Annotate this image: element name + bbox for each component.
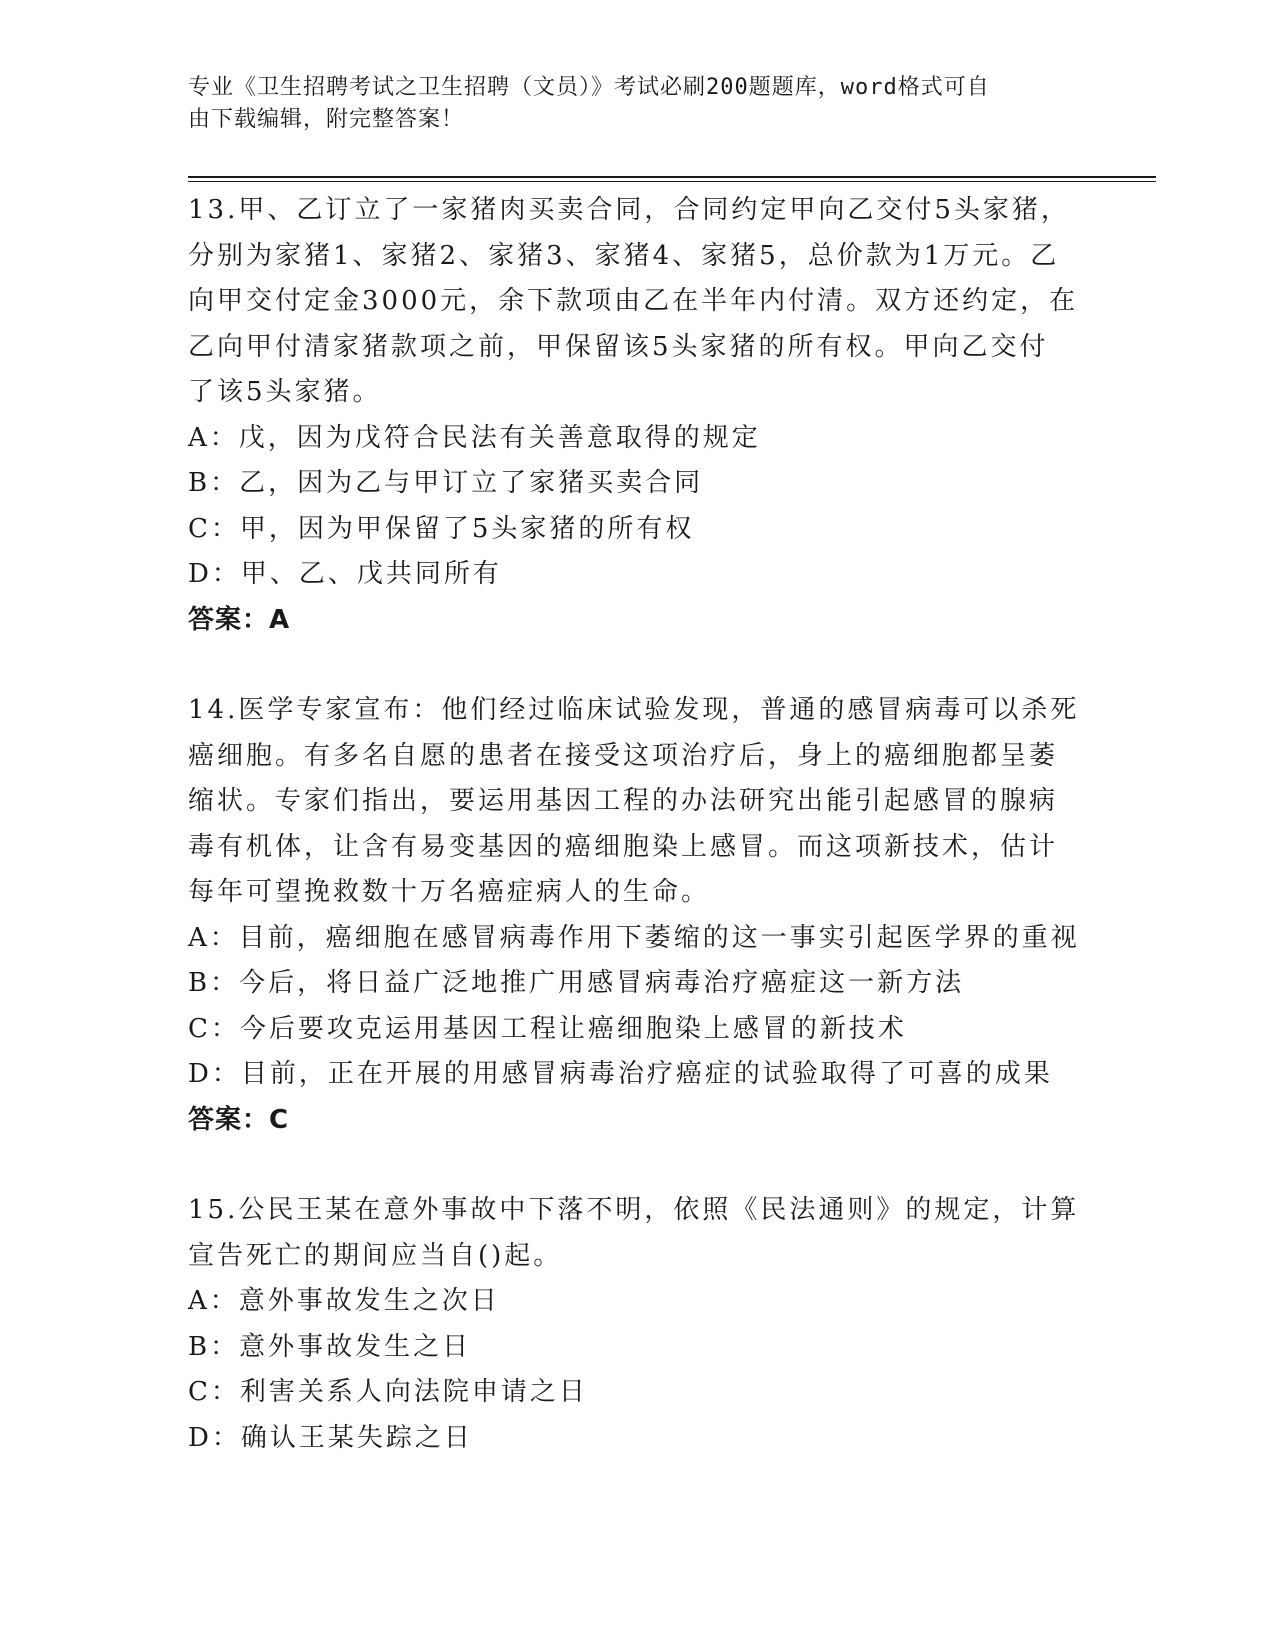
header-line-1: 专业《卫生招聘考试之卫生招聘（文员）》考试必刷200题题库，word格式可自 xyxy=(188,75,990,100)
option-a: A：戊，因为戊符合民法有关善意取得的规定 xyxy=(188,422,761,453)
option-b: B：乙，因为乙与甲订立了家猪买卖合同 xyxy=(188,468,704,498)
question-text-line: 了该5头家猪。 xyxy=(188,377,382,407)
option-d: D：目前，正在开展的用感冒病毒治疗癌症的试验取得了可喜的成果 xyxy=(188,1059,1053,1089)
option-b: B：意外事故发生之日 xyxy=(188,1331,472,1362)
question-15 xyxy=(188,1188,1088,1461)
option-c: C：利害关系人向法院申请之日 xyxy=(188,1377,588,1407)
option-b: B：今后，将日益广泛地推广用感冒病毒治疗癌症这一新方法 xyxy=(188,968,965,998)
option-c: C：甲，因为甲保留了5头家猪的所有权 xyxy=(188,513,695,544)
answer-label: 答案：C xyxy=(188,1104,290,1135)
question-text-line: 乙向甲付清家猪款项之前，甲保留该5头家猪的所有权。甲向乙交付 xyxy=(188,331,1049,362)
question-spacer xyxy=(188,643,1088,688)
question-spacer xyxy=(188,1143,1088,1188)
question-text-line: 14.医学专家宣布：他们经过临床试验发现，普通的感冒病毒可以杀死 xyxy=(188,695,1080,725)
question-13 xyxy=(188,188,1088,643)
option-a: A：目前，癌细胞在感冒病毒作用下萎缩的这一事实引起医学界的重视 xyxy=(188,922,1080,953)
question-text-line: 分别为家猪1、家猪2、家猪3、家猪4、家猪5，总价款为1万元。乙 xyxy=(188,240,1060,271)
question-text-line: 毒有机体，让含有易变基因的癌细胞染上感冒。而这项新技术，估计 xyxy=(188,831,1059,862)
question-text-line: 13.甲、乙订立了一家猪肉买卖合同，合同约定甲向乙交付5头家猪， xyxy=(188,195,1070,225)
question-text-line: 每年可望挽救数十万名癌症病人的生命。 xyxy=(188,877,711,907)
header-line-2: 由下载编辑，附完整答案！ xyxy=(188,107,465,132)
question-text-line: 15.公民王某在意外事故中下落不明，依照《民法通则》的规定，计算 xyxy=(188,1195,1080,1225)
document-header xyxy=(188,72,1068,136)
option-c: C：今后要攻克运用基因工程让癌细胞染上感冒的新技术 xyxy=(188,1013,907,1044)
header-rule-thick xyxy=(188,176,1156,178)
option-a: A：意外事故发生之次日 xyxy=(188,1286,500,1316)
question-text-line: 宣告死亡的期间应当自()起。 xyxy=(188,1240,563,1271)
question-text-line: 缩状。专家们指出，要运用基因工程的办法研究出能引起感冒的腺病 xyxy=(188,786,1059,816)
option-d: D：甲、乙、戊共同所有 xyxy=(188,559,502,589)
answer-label: 答案：A xyxy=(188,604,291,635)
question-text-line: 向甲交付定金3000元，余下款项由乙在半年内付清。双方还约定，在 xyxy=(188,286,1079,316)
question-14 xyxy=(188,688,1088,1143)
question-list xyxy=(188,188,1088,1461)
question-text-line: 癌细胞。有多名自愿的患者在接受这项治疗后，身上的癌细胞都呈萎 xyxy=(188,740,1059,771)
header-rule-thin xyxy=(188,181,1156,182)
option-d: D：确认王某失踪之日 xyxy=(188,1422,473,1453)
